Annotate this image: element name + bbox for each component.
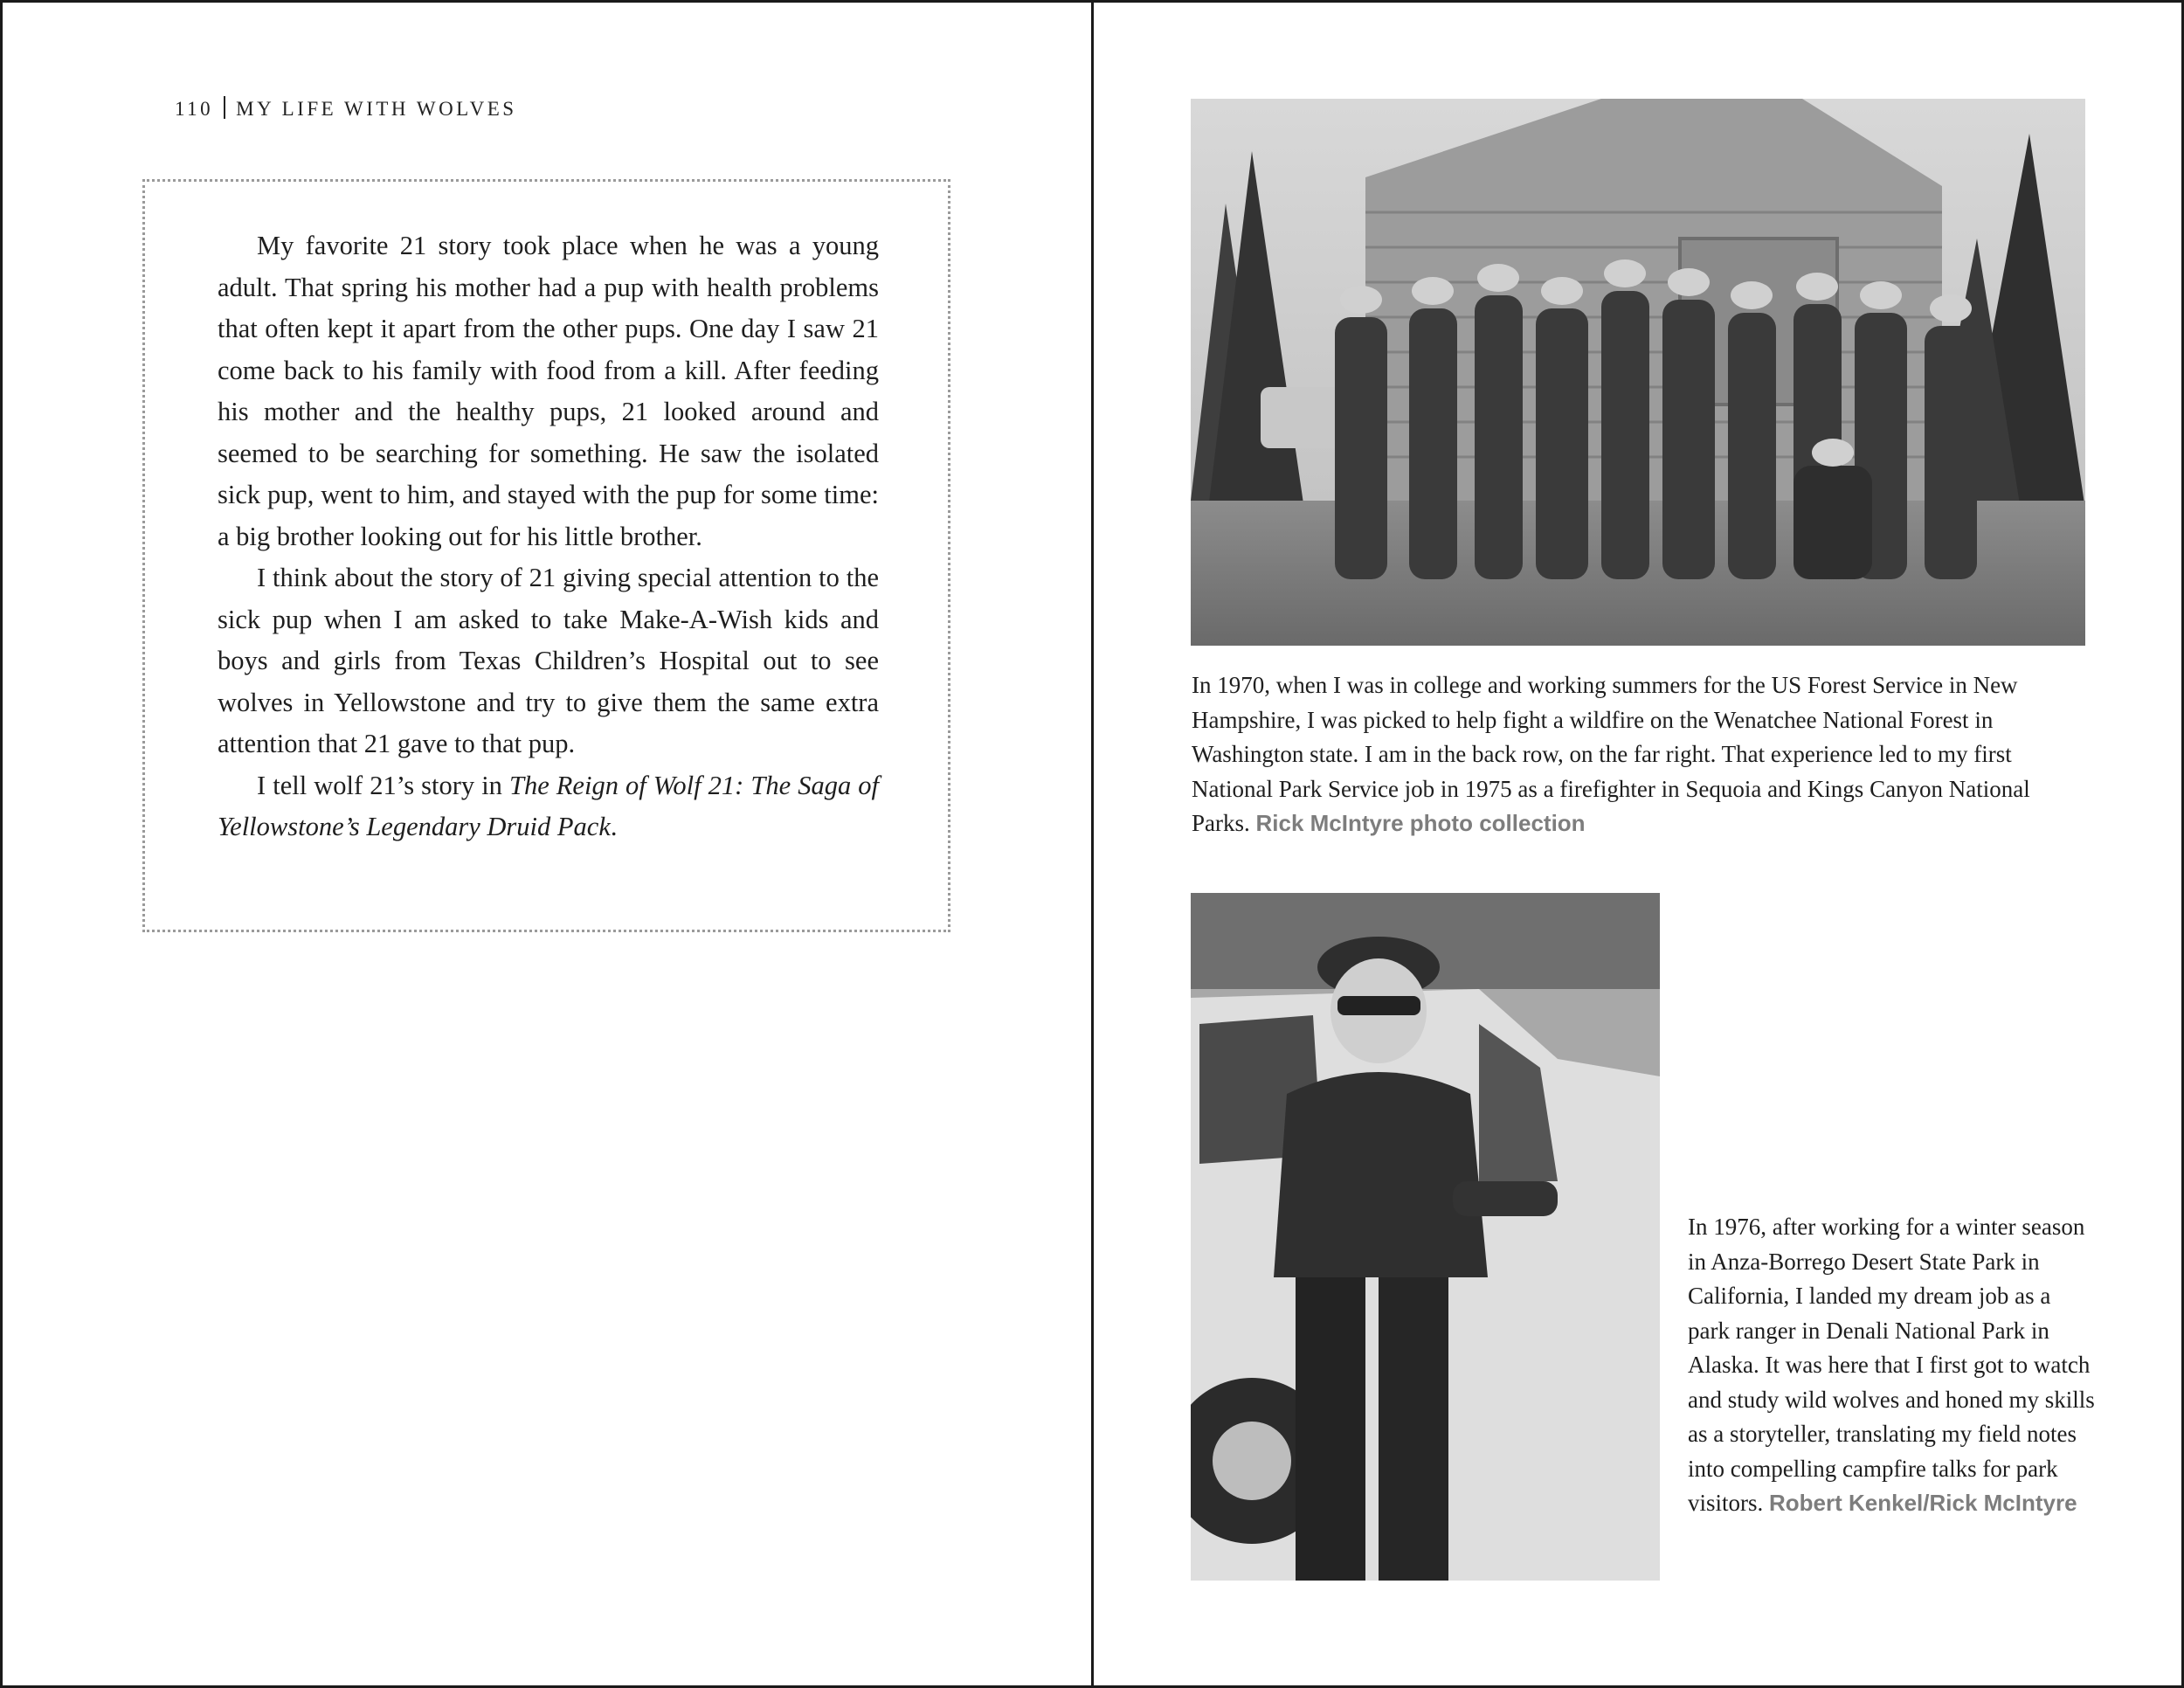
closing-suffix: . [610,812,618,841]
sidebar-paragraph: My favorite 21 story took place when he was a young adult. That spring his mother had a pup with health problems that often kept it apart from the other pups. One day I saw 21 come back to his family with food from a kill. After feeding his mother and the healthy pups, 21 looked around and seemed to be searching for something. He saw the isolated sick pup, went to him, and stayed with the pup for some time: a big brother looking out for his little brother. [218,231,879,551]
park-ranger-photo [1191,893,1660,1581]
sidebar-text [218,225,879,848]
book-title-italic: The Reign of Wolf 21: The Saga of Yellowstone’s Legendary Druid Pack [218,770,879,841]
caption-text: In 1970, when I was in college and working summers for the US Forest Service in New Hampshire, I was picked to help fight a wildfire on the Wenatchee National Forest in Washington state. I am in the back row, on the far right. That experience led to my first National Park Service job in 1975 as a firefighter in Sequoia and Kings Canyon National Parks. [1192,672,2030,836]
sidebar-paragraph: I think about the story of 21 giving special attention to the sick pup when I am asked to take Make-A-Wish kids and boys and girls from Texas Children’s Hospital out to see wolves in Yellowstone and try to give them the same extra attention that 21 gave to that pup. [218,563,879,758]
park-ranger-caption [1688,1210,2098,1521]
book-title: MY LIFE WITH WOLVES [236,98,517,120]
fire-crew-caption [1192,668,2091,841]
running-head [175,96,517,121]
photo-credit: Rick McIntyre photo collection [1255,810,1586,836]
park-ranger-illustration [1191,893,1660,1581]
page-gutter [1091,0,1094,1688]
closing-prefix: I tell wolf 21’s story in [257,770,509,800]
page-number: 110 [175,98,214,120]
photo-credit: Robert Kenkel/Rick McIntyre [1769,1490,2077,1516]
sidebar-paragraph-closing [218,765,879,848]
sidebar-box [142,179,950,932]
fire-crew-photo [1191,99,2085,646]
fire-crew-illustration [1191,99,2085,646]
caption-text: In 1976, after working for a winter season in Anza-Borrego Desert State Park in California, I landed my dream job as a park ranger in Denali National Park in Alaska. It was here that I first got to watch and study wild wolves and honed my skills as a storyteller, translating my field notes into compelling campfire talks for park visitors. [1688,1214,2095,1516]
running-head-separator [224,96,225,119]
